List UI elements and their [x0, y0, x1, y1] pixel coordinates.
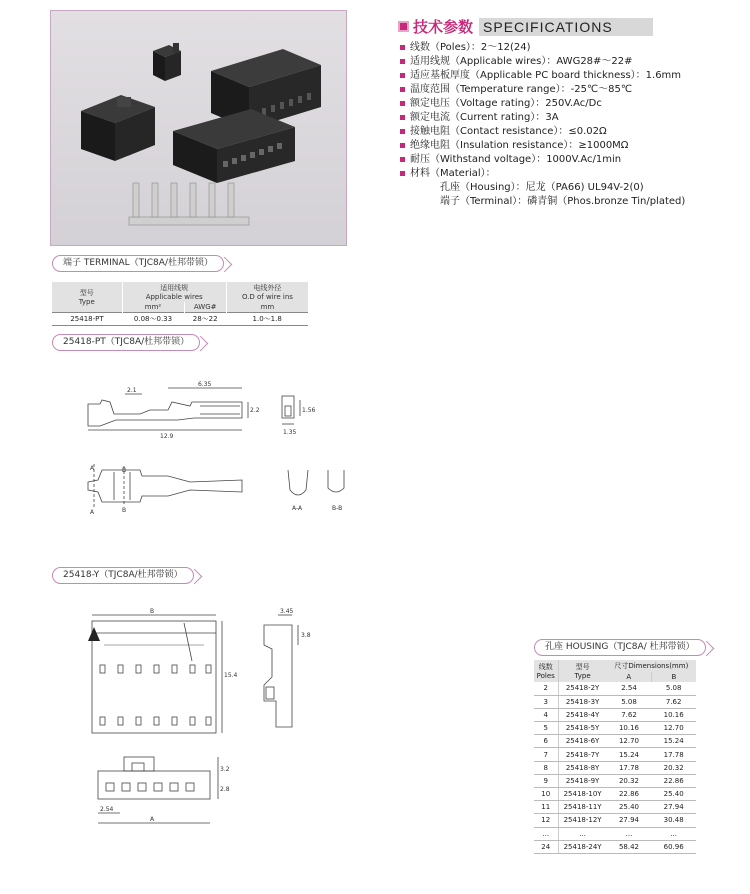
th-dimensions: 尺寸Dimensions(mm): [607, 660, 696, 672]
th-type: 型号 Type: [78, 289, 95, 306]
spec-title-en: SPECIFICATIONS: [479, 18, 653, 36]
table-row: 2 25418-2Y 2.54 5.08: [534, 682, 696, 695]
y-tag: 25418-Y（TJC8A/杜邦带锁）: [52, 567, 194, 584]
spec-text: 材料（Material）：: [410, 168, 496, 179]
bullet-icon: [400, 143, 405, 148]
spec-row: [400, 125, 607, 138]
bullet-icon: [400, 59, 405, 64]
spec-text: 适用线规（Applicable wires）：AWG28#～22#: [410, 56, 633, 67]
terminal-table: [52, 282, 308, 326]
dim-3-45: 3.45: [280, 608, 294, 615]
label-a-top: A: [90, 465, 95, 472]
cell-od: 1.0～1.8: [226, 313, 308, 326]
housing-5pin-image: [81, 95, 155, 161]
spec-row: [400, 55, 633, 68]
terminal-strip-image: [129, 183, 249, 225]
pt-tag: 25418-PT（TJC8A/杜邦带锁）: [52, 334, 200, 351]
table-row: 24 25418-24Y 58.42 60.96: [534, 840, 696, 853]
cell-awg: 28～22: [184, 313, 226, 326]
spec-text: 耐压（Withstand voltage）：1000V.Ac/1min: [410, 154, 622, 165]
dim-12-9: 12.9: [160, 433, 174, 440]
dim-2-2: 2.2: [250, 407, 260, 414]
th-awg: AWG#: [184, 302, 226, 313]
material-housing: 孔座（Housing）：尼龙（PA66) UL94V-2(0): [440, 182, 644, 193]
spec-text: 绝缘电阻（Insulation resistance）：≥1000MΩ: [410, 140, 629, 151]
bullet-icon: [400, 129, 405, 134]
cell-type: 25418-PT: [52, 313, 122, 326]
label-section-bb: B-B: [332, 505, 343, 512]
spec-text: 额定电压（Voltage rating）：250V.Ac/Dc: [410, 98, 602, 109]
material-terminal: 端子（Terminal）：磷青铜（Phos.bronze Tin/plated): [440, 196, 686, 207]
table-row: 6 25418-6Y 12.70 15.24: [534, 735, 696, 748]
dim-1-56: 1.56: [302, 407, 316, 414]
table-row: 3 25418-3Y 5.08 7.62: [534, 695, 696, 708]
spec-row: [400, 83, 632, 96]
label-a-bottom: A: [90, 509, 95, 516]
spec-text: 适应基板厚度（Applicable PC board thickness）：1.6mm: [410, 70, 682, 81]
spec-header: [398, 16, 653, 36]
bullet-icon: [400, 171, 405, 176]
cell-mm2: 0.08～0.33: [122, 313, 184, 326]
pin1-marker-icon: [88, 627, 100, 641]
label-b-bottom: B: [122, 507, 127, 514]
spec-row: [400, 139, 628, 152]
dim-2-54: 2.54: [100, 806, 114, 813]
th-mm2: mm²: [122, 302, 184, 313]
spec-row: [400, 111, 559, 124]
housing-8pin-front-image: [173, 109, 295, 183]
dim-2-1: 2.1: [127, 387, 137, 394]
table-row: 10 25418-10Y 22.86 25.40: [534, 788, 696, 801]
product-photo: [50, 10, 347, 246]
dim-3-2: 3.2: [220, 766, 230, 773]
bullet-icon: [400, 115, 405, 120]
table-row: 11 25418-11Y 25.40 27.94: [534, 801, 696, 814]
spec-title-cn: 技术参数: [413, 18, 474, 36]
dim-3-8: 3.8: [301, 632, 311, 639]
housing-table: [534, 660, 696, 854]
table-row: 4 25418-4Y 7.62 10.16: [534, 708, 696, 721]
housing-tag: 孔座 HOUSING（TJC8A/ 杜邦带锁）: [534, 639, 706, 656]
spec-row: [400, 69, 681, 82]
spec-text: 额定电流（Current rating）：3A: [410, 112, 559, 123]
spec-row: [400, 41, 531, 54]
th-poles: 线数 Poles: [534, 660, 558, 682]
bullet-icon: [400, 101, 405, 106]
table-row: [52, 313, 308, 326]
th-od: 电线外径 O.D of wire ins: [226, 282, 308, 302]
bullet-icon: [400, 87, 405, 92]
terminal-tag: 端子 TERMINAL（TJC8A/杜邦带锁）: [52, 255, 224, 272]
spec-row: [400, 167, 496, 180]
bullet-icon: [400, 73, 405, 78]
label-b-top: B: [122, 467, 127, 474]
housing-2pin-image: [153, 43, 181, 81]
table-row: 5 25418-5Y 10.16 12.70: [534, 722, 696, 735]
bullet-icon: [400, 45, 405, 50]
th-b: B: [651, 672, 696, 682]
th-a: A: [607, 672, 652, 682]
dim-2-8: 2.8: [220, 786, 230, 793]
table-row: 12 25418-12Y 27.94 30.48: [534, 814, 696, 827]
bullet-icon: [400, 157, 405, 162]
label-section-aa: A-A: [292, 505, 303, 512]
dim-a: A: [150, 816, 155, 823]
spec-row: [400, 97, 602, 110]
spec-text: 线数（Poles）：2～12(24): [410, 42, 531, 53]
th-type: 型号 Type: [558, 660, 607, 682]
table-row: 8 25418-8Y 17.78 20.32: [534, 761, 696, 774]
spec-row: [400, 153, 621, 166]
spec-text: 接触电阻（Contact resistance）：≤0.02Ω: [410, 126, 607, 137]
th-wire: 适用线规 Applicable wires: [122, 282, 226, 302]
pt-terminal-drawing: [80, 372, 343, 522]
spec-text: 温度范围（Temperature range）：-25℃～85℃: [410, 84, 633, 95]
th-mm: mm: [226, 302, 308, 313]
dim-b: B: [150, 608, 155, 615]
table-row: 9 25418-9Y 20.32 22.86: [534, 774, 696, 787]
spec-header-square-icon: [398, 21, 409, 32]
connector-photo-illustration: [51, 11, 348, 247]
table-row: 7 25418-7Y 15.24 17.78: [534, 748, 696, 761]
y-housing-drawing: [80, 605, 320, 830]
table-row: ... ... ... ...: [534, 827, 696, 840]
dim-6-35: 6.35: [198, 381, 212, 388]
dim-15-4: 15.4: [224, 672, 238, 679]
dim-1-35: 1.35: [283, 429, 297, 436]
